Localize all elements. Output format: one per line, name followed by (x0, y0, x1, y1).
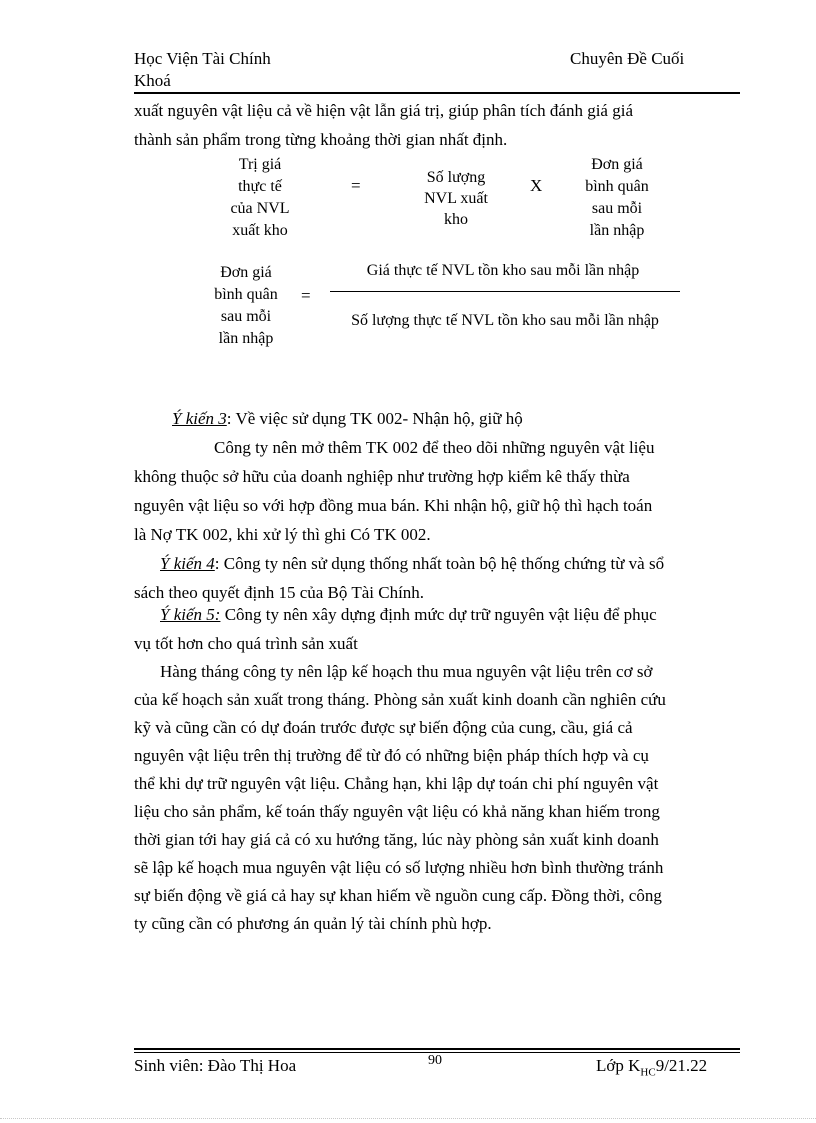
formula1-lhs: Trị giá thực tế của NVL xuất kho (230, 156, 290, 239)
opinion4-line-2: sách theo quyết định 15 của Bộ Tài Chính. (134, 583, 425, 602)
formula2-denominator: Số lượng thực tế NVL tồn kho sau mỗi lần nhập (351, 312, 659, 329)
header-rule (134, 92, 740, 94)
footer-class: Lớp $K_{HC}9/21.22$ (596, 1056, 708, 1079)
body-line-6: liệu cho sản phẩm, kế toán thấy nguyên vật liệu có khả năng khan hiếm trong (134, 802, 660, 821)
opinion3-label: Ý kiến 3 (172, 409, 227, 428)
opinion3-title: : Về việc sử dụng TK 002- Nhận hộ, giữ hộ (226, 409, 523, 428)
body-line-4: nguyên vật liệu trên thị trường để từ đó có những biện pháp thích hợp và cụ (134, 746, 649, 765)
formula1-term2: Đơn giá bình quân sau mỗi lần nhập (585, 156, 649, 239)
header-khoa: Khoá (134, 71, 171, 90)
opinion3-line-1: Công ty nên mở thêm TK 002 để theo dõi những nguyên vật liệu (214, 438, 655, 457)
opinion4-line-1: : Công ty nên sử dụng thống nhất toàn bộ hệ thống chứng từ và sổ (214, 554, 665, 573)
opinion5-line-2: vụ tốt hơn cho quá trình sản xuất (134, 634, 358, 653)
opinion3-line-4: là Nợ TK 002, khi xử lý thì ghi Có TK 002. (134, 525, 431, 544)
body-line-1: Hàng tháng công ty nên lập kế hoạch thu mua nguyên vật liệu trên cơ sở (160, 662, 653, 681)
formula2-numerator: Giá thực tế NVL tồn kho sau mỗi lần nhập (366, 262, 640, 279)
header-title: Chuyên Đề Cuối (570, 49, 685, 68)
body-line-9: sự biến động về giá cả hay sự khan hiếm về nguồn cung cấp. Đồng thời, công (134, 886, 662, 905)
formula2-equals: = (301, 286, 311, 305)
body-line-2: của kế hoạch sản xuất trong tháng. Phòng sản xuất kinh doanh cần nghiên cứu (134, 690, 666, 709)
fraction-bar (330, 291, 680, 292)
opinion5-heading (160, 600, 657, 629)
formula2-lhs: Đơn giá bình quân sau mỗi lần nhập (214, 264, 278, 347)
page-number: 90 (428, 1053, 442, 1068)
body-line-5: thể khi dự trữ nguyên vật liệu. Chẳng hạn, khi lập dự toán chi phí nguyên vật (134, 774, 659, 793)
opinion3-line-3: nguyên vật liệu so với hợp đồng mua bán. Khi nhận hộ, giữ hộ thì hạch toán (134, 496, 653, 515)
opinion5-label: Ý kiến 5: (160, 605, 221, 624)
formula1-equals: = (351, 176, 361, 195)
footer-student: Sinh viên: Đào Thị Hoa (134, 1056, 297, 1075)
header-school: Học Viện Tài Chính (134, 49, 271, 68)
opinion4-label: Ý kiến 4 (160, 554, 215, 573)
opinion3-heading (172, 404, 523, 433)
intro-line-2: thành sản phẩm trong từng khoảng thời gian nhất định. (134, 130, 508, 149)
body-line-3: kỹ và cũng cần có dự đoán trước được sự biến động của cung, cầu, giá cả (134, 718, 633, 737)
opinion4-heading (160, 549, 664, 578)
formula1-term1: Số lượng NVL xuất kho (424, 169, 488, 228)
body-line-7: thời gian tới hay giá cả có xu hướng tăng, lúc này phòng sản xuất kinh doanh (134, 830, 659, 849)
body-line-10: ty cũng cần có phương án quản lý tài chính phù hợp. (134, 914, 492, 933)
footer-rule-top (134, 1048, 740, 1050)
page-edge (0, 1118, 816, 1119)
body-line-8: sẽ lập kế hoạch mua nguyên vật liệu có số lượng nhiều hơn bình thường tránh (134, 858, 664, 877)
opinion3-line-2: không thuộc sở hữu của doanh nghiệp như trường hợp kiểm kê thấy thừa (134, 467, 630, 486)
opinion5-line-1: Công ty nên xây dựng định mức dự trữ nguyên vật liệu để phục (220, 605, 657, 624)
formula1-times: X (530, 176, 543, 195)
intro-line-1: xuất nguyên vật liệu cả về hiện vật lẫn giá trị, giúp phân tích đánh giá giá (134, 101, 633, 120)
